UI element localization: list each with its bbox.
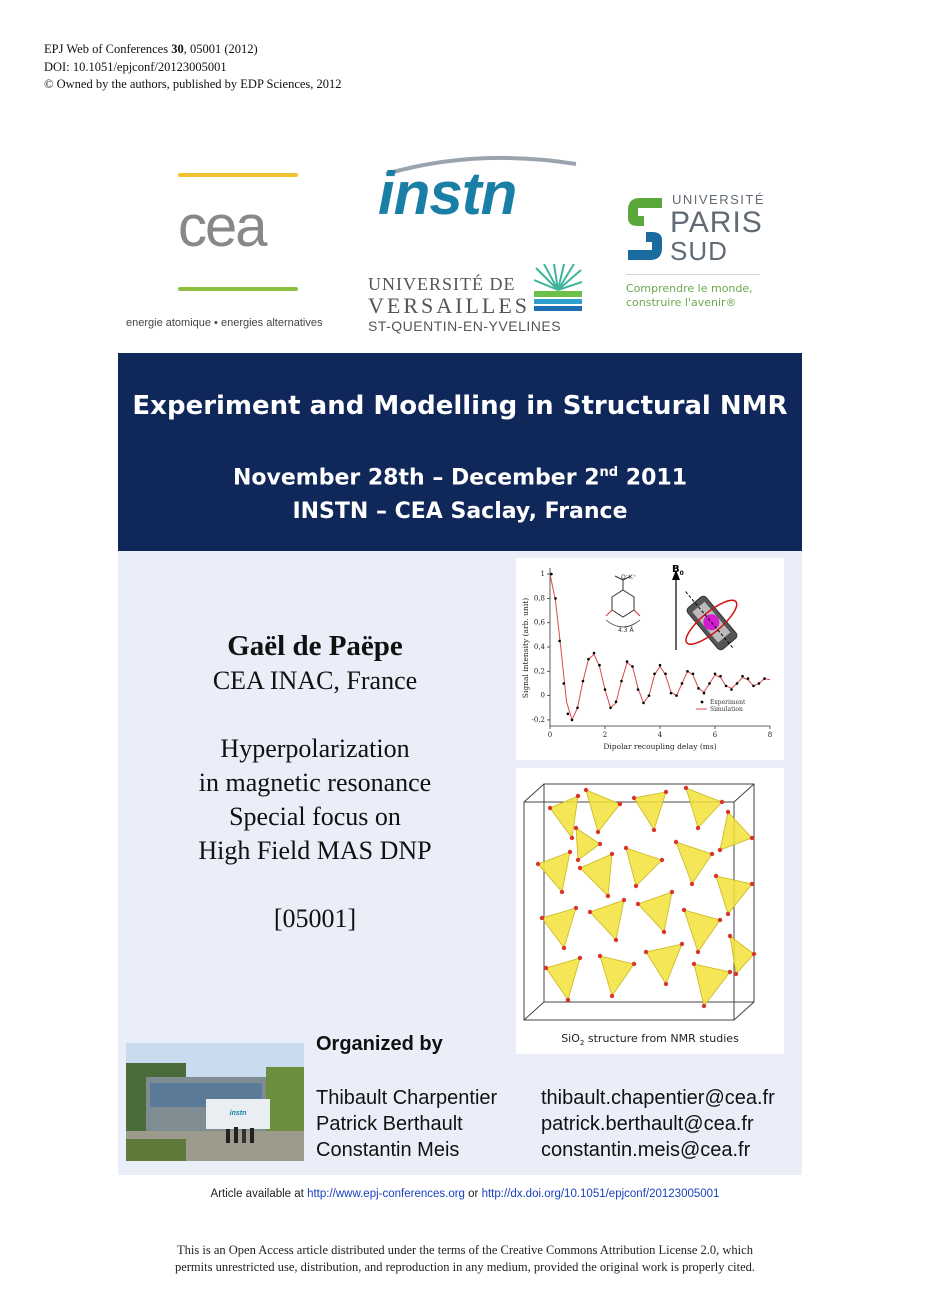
sio4-tetrahedron [546, 958, 580, 1000]
oxygen-atom [574, 906, 578, 910]
chart-legend [696, 701, 707, 709]
oxygen-atom [644, 950, 648, 954]
experiment-point [736, 682, 739, 685]
nmr-recoupling-chart [516, 558, 784, 760]
article-availability [0, 1188, 930, 1200]
ups-divider [626, 274, 760, 275]
copyright-line: © Owned by the authors, published by EDP Sciences, 2012 [44, 77, 342, 91]
organizer-names [316, 1085, 497, 1163]
experiment-point [659, 664, 662, 667]
experiment-point [609, 706, 612, 709]
oxygen-atom [726, 912, 730, 916]
speaker-affiliation: CEA INAC, France [212, 666, 418, 695]
experiment-point [550, 573, 553, 576]
talk-topic-line4: High Field MAS DNP [198, 836, 432, 865]
sio4-tetrahedron [684, 910, 720, 952]
chart-ylabel: Signal intensity (arb. unit) [521, 597, 530, 699]
oxygen-atom [576, 794, 580, 798]
oxygen-atom [728, 934, 732, 938]
oxygen-atom [632, 796, 636, 800]
license-line1: This is an Open Access article distributed under the terms of the Creative Commons Attribution License 2.0, which [177, 1243, 753, 1257]
chart-ytick-label: 0,6 [533, 618, 545, 627]
experiment-point [697, 687, 700, 690]
cea-tagline: energie atomique • energies alternatives [126, 317, 323, 329]
ups-motto2: construire l'avenir® [626, 296, 737, 309]
experiment-point [741, 675, 744, 678]
chart-ytick-label: 0,4 [533, 643, 545, 651]
chart-xtick-label: 8 [767, 731, 773, 739]
speaker-name: Gaël de Paëpe [227, 630, 403, 662]
cea-green-bar [178, 287, 298, 291]
sio4-tetrahedron [626, 848, 662, 886]
experiment-point [686, 670, 689, 673]
sio2-structure-illustration [516, 768, 784, 1036]
oxygen-atom [726, 810, 730, 814]
experiment-point [664, 672, 667, 675]
organizer-email[interactable]: patrick.berthault@cea.fr [541, 1113, 754, 1135]
cea-wordmark: cea [178, 194, 266, 259]
experiment-point [648, 694, 651, 697]
oxygen-atom [540, 916, 544, 920]
oxygen-atom [598, 954, 602, 958]
instn-wordmark: instn [378, 160, 517, 227]
sio4-tetrahedron [538, 852, 570, 892]
experiment-point [598, 664, 601, 667]
cea-yellow-bar [178, 173, 298, 177]
oxygen-atom [618, 802, 622, 806]
organizer-email[interactable]: constantin.meis@cea.fr [541, 1139, 751, 1161]
oxygen-atom [680, 942, 684, 946]
organizer-name: Constantin Meis [316, 1139, 460, 1161]
chart-ytick-label: 0,8 [533, 594, 545, 603]
oxygen-atom [588, 910, 592, 914]
experiment-point [719, 675, 722, 678]
oxygen-atom [610, 994, 614, 998]
experiment-point [725, 685, 728, 688]
oxygen-atom [632, 962, 636, 966]
chart-ytick-label: 0,2 [533, 667, 545, 676]
oxygen-atom [574, 826, 578, 830]
oxygen-atom [752, 952, 756, 956]
experiment-point [703, 692, 706, 695]
chart-xtick-label: 6 [712, 731, 718, 739]
sio4-tetrahedron [586, 790, 620, 832]
journal-citation: EPJ Web of Conferences 30, 05001 (2012) [44, 42, 258, 56]
sio4-tetrahedron [638, 892, 672, 932]
molecule-inset [606, 576, 640, 627]
oxygen-atom [568, 850, 572, 854]
experiment-point [562, 682, 565, 685]
sio4-tetrahedron [686, 788, 722, 828]
oxygen-atom [692, 962, 696, 966]
experiment-point [576, 706, 579, 709]
oxygen-atom [562, 946, 566, 950]
doi-line: DOI: 10.1051/epjconf/20123005001 [44, 59, 227, 74]
experiment-point [747, 677, 750, 680]
oxygen-atom [714, 874, 718, 878]
uvsq-sunrise-icon [534, 264, 582, 314]
sio4-tetrahedron [590, 900, 624, 940]
ups-line1: UNIVERSITÉ [672, 192, 766, 207]
epj-link[interactable]: http://www.epj-conferences.org [307, 1188, 465, 1200]
oxygen-atom [696, 826, 700, 830]
chart-xtick-label: 2 [602, 731, 608, 739]
oxygen-atom [614, 938, 618, 942]
sio4-tetrahedron [634, 792, 666, 830]
oxygen-atom [728, 970, 732, 974]
experiment-point [620, 680, 623, 683]
oxygen-atom [624, 846, 628, 850]
experiment-point [604, 688, 607, 691]
instn-logo [376, 150, 586, 225]
uvsq-line1: UNIVERSITÉ DE [368, 274, 516, 294]
uvsq-line3: ST-QUENTIN-EN-YVELINES [368, 318, 562, 334]
experiment-point [758, 682, 761, 685]
organizer-email[interactable]: thibault.chapentier@cea.fr [541, 1087, 775, 1109]
experiment-point [675, 694, 678, 697]
sio4-tetrahedron [580, 854, 612, 896]
oxygen-atom [634, 884, 638, 888]
experiment-point [558, 640, 561, 643]
oxygen-atom [702, 1004, 706, 1008]
oxygen-atom [662, 930, 666, 934]
experiment-point [593, 652, 596, 655]
talk-topic-line3: Special focus on [229, 802, 401, 831]
sio4-tetrahedron [542, 908, 576, 948]
oxygen-atom [578, 956, 582, 960]
organizer-name: Patrick Berthault [316, 1113, 463, 1135]
ups-line3: SUD [670, 236, 728, 266]
rotor-inset [661, 570, 758, 669]
sio4-tetrahedron [694, 964, 730, 1006]
availability-prefix: Article available at [210, 1188, 308, 1200]
instn-building-photo [126, 1043, 304, 1161]
experiment-point [637, 688, 640, 691]
uvsq-line2: VERSAILLES [368, 293, 530, 318]
experiment-point [763, 677, 766, 680]
experiment-point [681, 682, 684, 685]
journal-header [44, 41, 342, 94]
chart-ytick-label: 0 [540, 691, 545, 700]
experiment-point [714, 672, 717, 675]
ups-line2: PARIS [670, 206, 763, 239]
experiment-point [626, 660, 629, 663]
talk-topic-line2: in magnetic resonance [198, 768, 432, 797]
sio4-tetrahedron [646, 944, 682, 984]
conference-venue: INSTN – CEA Saclay, France [292, 499, 628, 524]
experiment-point [692, 672, 695, 675]
oxygen-atom [576, 858, 580, 862]
oxygen-atom [596, 830, 600, 834]
experiment-point [582, 680, 585, 683]
nmr-chart-figure [516, 558, 784, 760]
molecule-label: O⁻K⁺ [621, 574, 636, 581]
experiment-point [752, 685, 755, 688]
cea-logo [126, 168, 354, 336]
oxygen-atom [664, 982, 668, 986]
oxygen-atom [606, 894, 610, 898]
oxygen-atom [710, 852, 714, 856]
experiment-point [587, 658, 590, 661]
oxygen-atom [660, 858, 664, 862]
doi-link[interactable]: http://dx.doi.org/10.1051/epjconf/20123005001 [481, 1188, 720, 1200]
legend-experiment: Experiment [710, 699, 746, 706]
sio4-tetrahedron [676, 842, 712, 884]
chart-xtick-label: 4 [657, 731, 663, 739]
experiment-point [730, 688, 733, 691]
oxygen-atom [750, 882, 754, 886]
paris-sud-s-icon [626, 194, 666, 264]
paris-sud-logo [624, 190, 774, 320]
speaker-block [150, 628, 480, 936]
talk-topic-line1: Hyperpolarization [220, 734, 410, 763]
sio4-tetrahedron [600, 956, 634, 996]
oxygen-atom [696, 950, 700, 954]
oxygen-atom [734, 972, 738, 976]
oxygen-atom [718, 918, 722, 922]
oxygen-atom [718, 848, 722, 852]
organizer-emails [541, 1085, 775, 1163]
oxygen-atom [664, 790, 668, 794]
ups-motto1: Comprendre le monde, [626, 282, 753, 295]
paper-code: [05001] [273, 904, 357, 933]
conference-dates: November 28th – December 2nd 2011 [232, 465, 687, 491]
experiment-point [554, 597, 557, 600]
svg-text:instn: instn [229, 1110, 247, 1117]
title-banner [118, 353, 802, 551]
oxygen-atom [670, 890, 674, 894]
field-label: $B_0$ [672, 564, 684, 577]
chart-xlabel: Dipolar recoupling delay (ms) [603, 742, 717, 751]
oxygen-atom [690, 882, 694, 886]
experiment-point [567, 713, 570, 716]
availability-or: or [464, 1188, 482, 1200]
legend-simulation: Simulation [710, 706, 743, 713]
oxygen-atom [570, 836, 574, 840]
oxygen-atom [636, 902, 640, 906]
sio2-structure-figure [516, 768, 784, 1054]
experiment-point [653, 672, 656, 675]
chart-xtick-label: 0 [547, 731, 553, 739]
oxygen-atom [566, 998, 570, 1002]
chart-ytick-label: -0,2 [531, 715, 545, 724]
experiment-point [571, 719, 574, 722]
experiment-point [615, 700, 618, 703]
oxygen-atom [682, 908, 686, 912]
oxygen-atom [598, 842, 602, 846]
chart-ytick-label: 1 [540, 570, 545, 579]
building-photo-illustration [126, 1043, 304, 1161]
license-notice [0, 1242, 930, 1276]
oxygen-atom [544, 966, 548, 970]
oxygen-atom [578, 866, 582, 870]
oxygen-atom [610, 852, 614, 856]
oxygen-atom [560, 890, 564, 894]
oxygen-atom [548, 806, 552, 810]
experiment-point [642, 702, 645, 705]
conference-title: Experiment and Modelling in Structural NMR [132, 391, 788, 421]
license-line2: permits unrestricted use, distribution, and reproduction in any medium, provided the original work is properly cited. [174, 1260, 756, 1274]
organizer-name: Thibault Charpentier [316, 1087, 498, 1109]
oxygen-atom [536, 862, 540, 866]
distance-label: 4.3 Å [618, 627, 634, 634]
oxygen-atom [674, 840, 678, 844]
experiment-point [631, 665, 634, 668]
experiment-point [670, 692, 673, 695]
oxygen-atom [652, 828, 656, 832]
organized-by-heading: Organized by [316, 1033, 443, 1055]
oxygen-atom [622, 898, 626, 902]
oxygen-atom [750, 836, 754, 840]
sio2-caption: SiO$_2$ structure from NMR studies [561, 1032, 739, 1048]
oxygen-atom [720, 800, 724, 804]
uvsq-logo [368, 262, 588, 337]
experiment-point [708, 682, 711, 685]
sio4-tetrahedron [720, 812, 752, 850]
oxygen-atom [684, 786, 688, 790]
oxygen-atom [584, 788, 588, 792]
